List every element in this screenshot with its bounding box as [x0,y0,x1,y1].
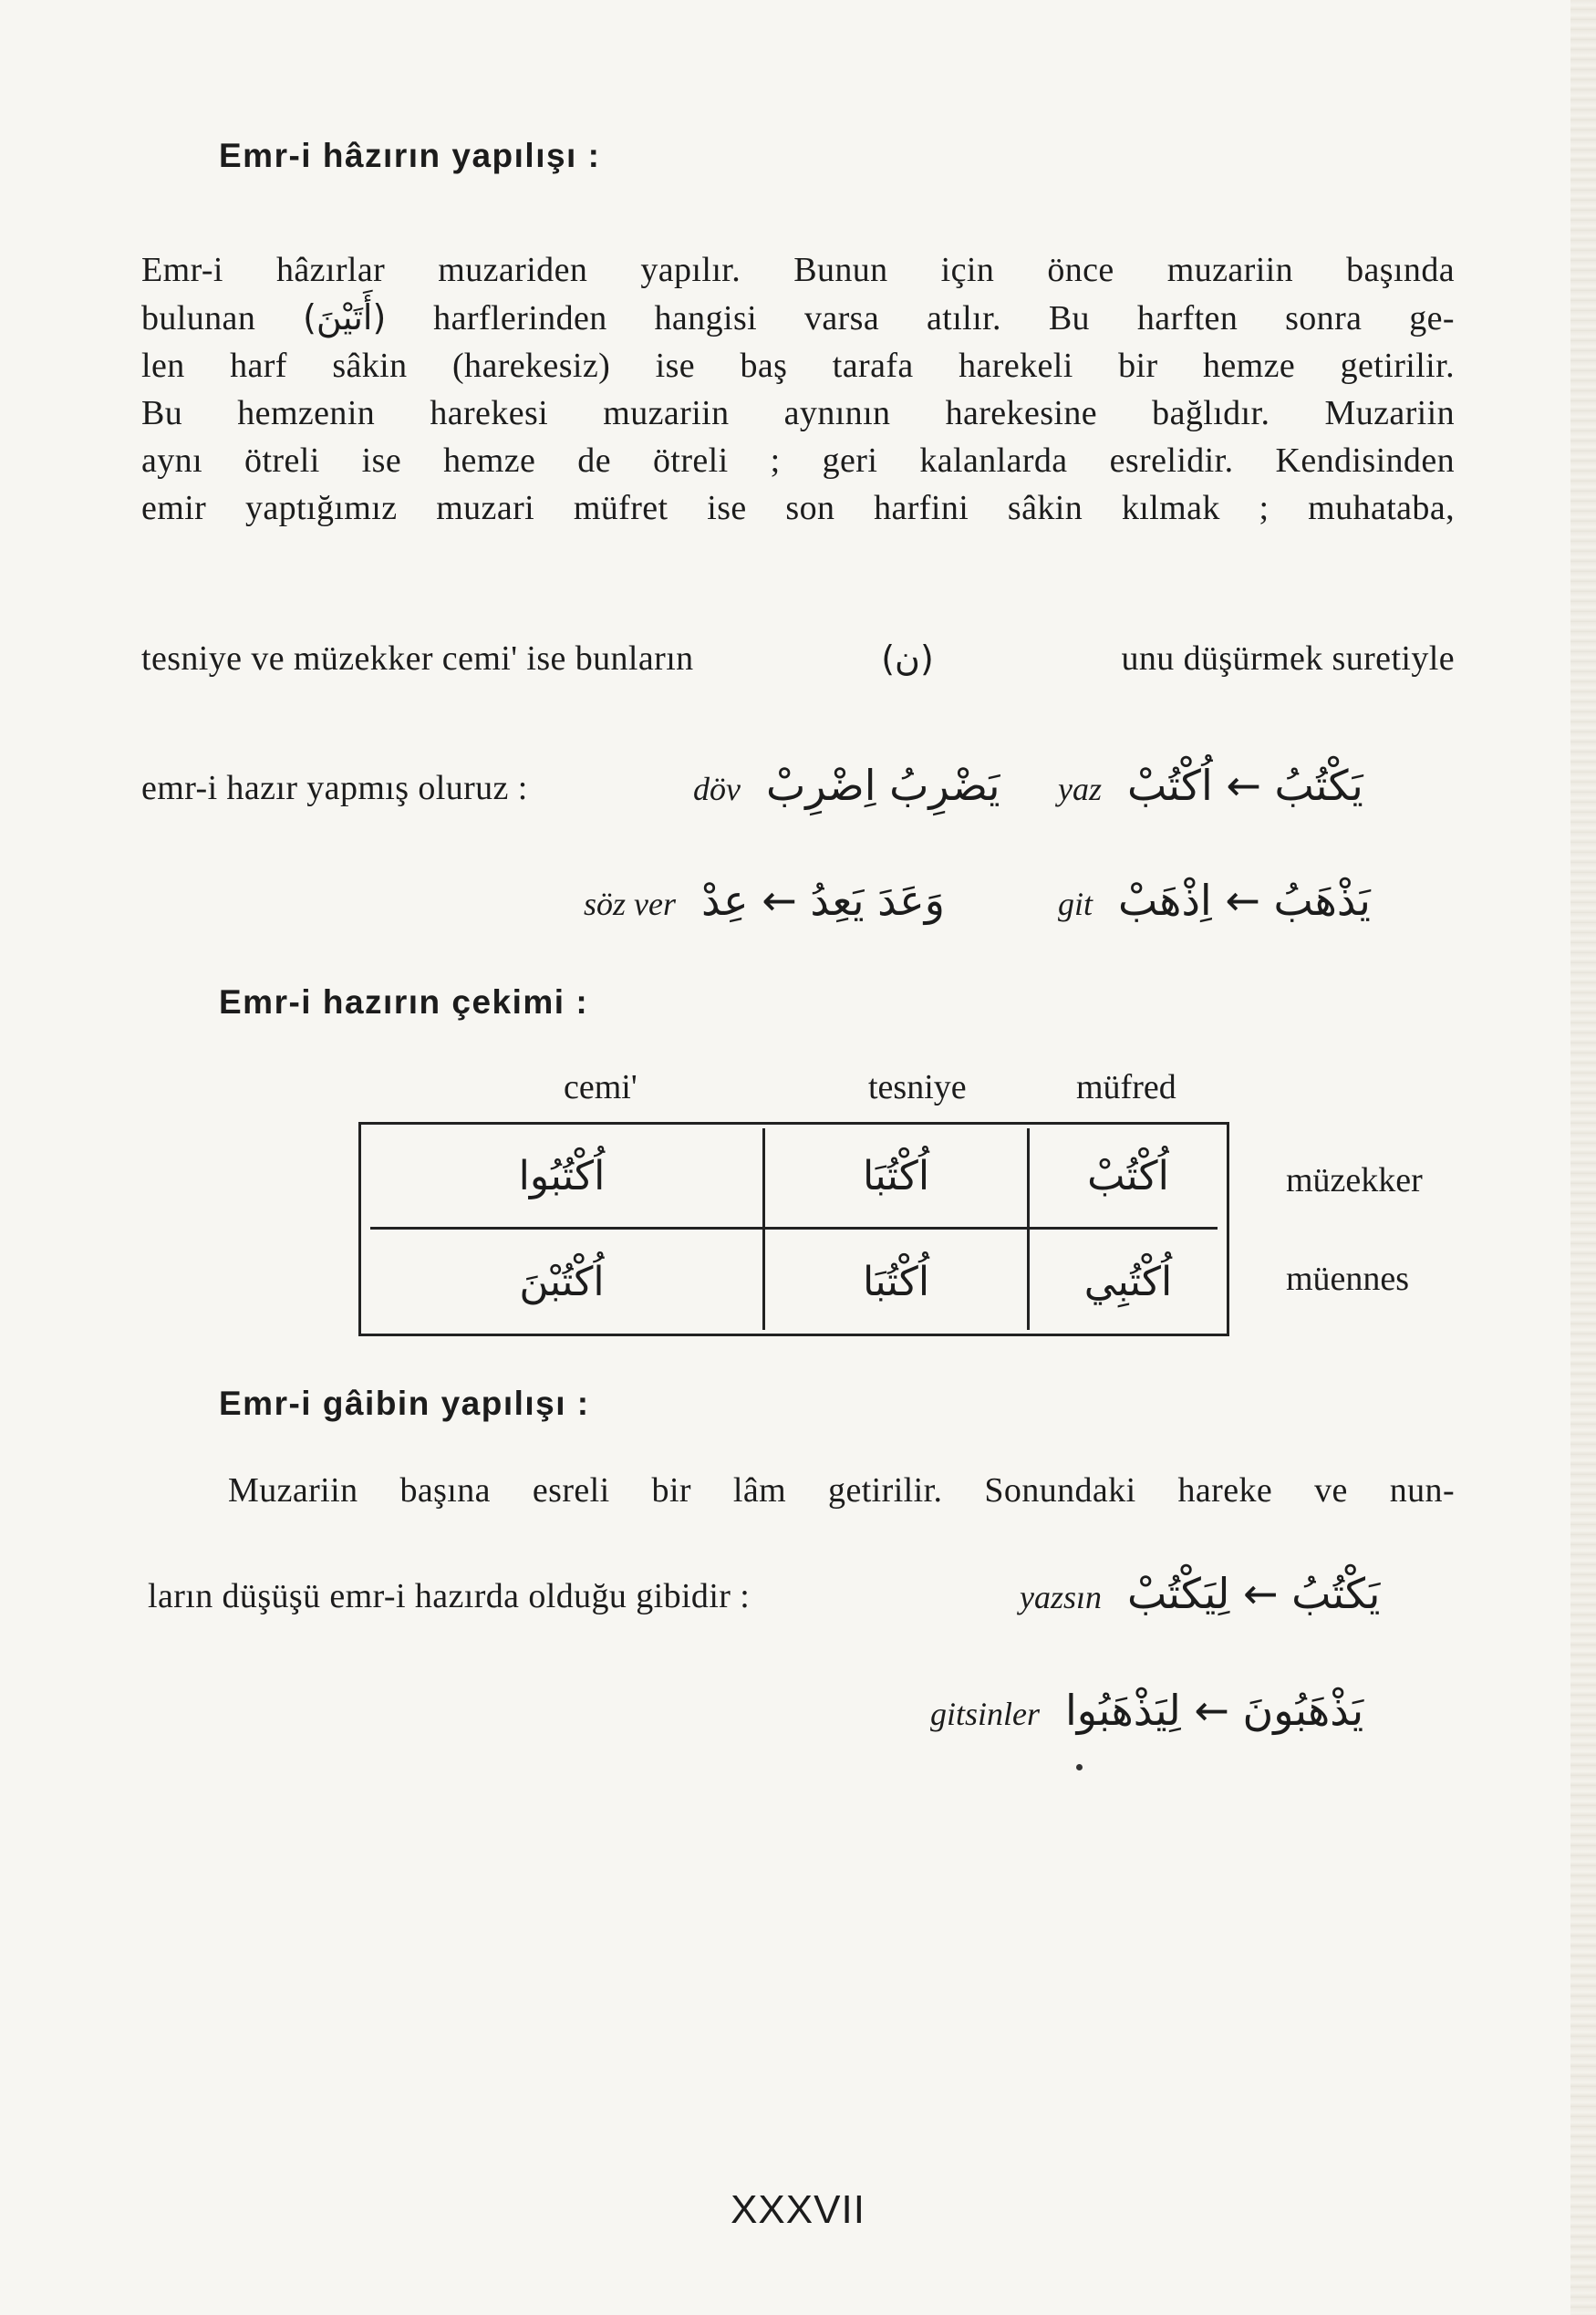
paragraph-line: len harf sâkin (harekesiz) ise baş tarafa harekeli bir hemze getirilir. [141,347,1455,385]
example-yaz [1058,761,1363,810]
section-heading-conjugation: Emr-i hazırın çekimi : [219,983,589,1021]
example-translation: git [1058,886,1093,922]
section-heading-formation: Emr-i hâzırın yapılışı : [219,137,601,174]
example-translation: söz ver [584,886,676,922]
example-arabic: وَعَدَ يَعِدُ ← عِدْ [701,876,945,925]
paragraph-line-emr: emr-i hazır yapmış oluruz : [141,769,528,807]
paragraph-line: aynı ötreli ise hemze de ötreli ; geri kalanlarda esrelidir. Kendisinden [141,441,1455,480]
example-translation: gitsinler [930,1696,1041,1732]
paragraph-line [141,294,1455,342]
table-cell: اُكْتُبُوا [518,1152,606,1199]
table-cell: اُكْتُبْنَ [519,1258,605,1305]
example-gitsinler [930,1686,1363,1735]
example-arabic: يَكْتُبُ ← اُكْتُبْ [1127,761,1363,810]
example-arabic: يَذْهَبُ ← اِذْهَبْ [1118,876,1371,925]
paragraph-line: Bu hemzenin harekesi muzariin aynının harekesine bağlıdır. Muzariin [141,394,1455,432]
table-cell: اُكْتُبَا [862,1258,930,1305]
paragraph-formation [141,246,1455,532]
conjugation-table [358,1122,1229,1336]
example-yazsin [1020,1569,1380,1618]
column-header-tesniye: tesniye [868,1068,967,1106]
paragraph-line: Emr-i hâzırlar muzariden yapılır. Bunun için önce muzariin başında [141,251,1455,289]
example-dov [693,761,1000,810]
section-heading-gaib: Emr-i gâibin yapılışı : [219,1385,590,1422]
example-translation: döv [693,771,741,807]
table-cell: اُكْتُبَا [862,1152,930,1199]
paragraph-line-gaib-2: ların düşüşü emr-i hazırda olduğu gibidir : [148,1577,751,1615]
paragraph-line-tesniye [141,638,1455,679]
example-arabic: يَذْهَبُونَ ← لِيَذْهَبُوا [1065,1686,1364,1735]
paragraph-line: emir yaptığımız muzari müfret ise son harfini sâkin kılmak ; muhataba, [141,489,1455,527]
table-cell: اُكْتُبِي [1083,1258,1173,1305]
page-number: XXXVII [731,2187,865,2232]
example-arabic: يَكْتُبُ ← لِيَكْتُبْ [1127,1569,1381,1618]
paragraph-line-rest: harflerinden hangisi varsa atılır. Bu harften sonra ge- [433,299,1455,337]
column-header-mufred: müfred [1076,1068,1176,1106]
row-label-muzekker: müzekker [1286,1161,1423,1199]
line-start: tesniye ve müzekker cemi' ise bunların [141,639,694,678]
example-translation: yazsın [1020,1579,1102,1615]
row-label-muennes: müennes [1286,1260,1410,1298]
arabic-prefix-letters: (أَتَيْنَ) [303,297,387,337]
arabic-nun: (ن) [881,638,934,679]
example-git [1058,876,1371,925]
table-cell: اُكْتُبْ [1087,1152,1169,1199]
ink-dot [1076,1764,1083,1770]
example-arabic: يَضْرِبُ اِضْرِبْ [765,761,1000,810]
paragraph-line-prefix: bulunan [141,299,256,337]
column-header-cemi: cemi' [564,1068,637,1106]
page-edge [1570,0,1596,2315]
line-end: unu düşürmek suretiyle [1121,639,1455,678]
paragraph-line-gaib-1: Muzariin başına esreli bir lâm getirilir. Sonundaki hareke ve nun- [228,1471,1455,1510]
example-soz-ver [584,876,945,925]
example-translation: yaz [1058,771,1102,807]
